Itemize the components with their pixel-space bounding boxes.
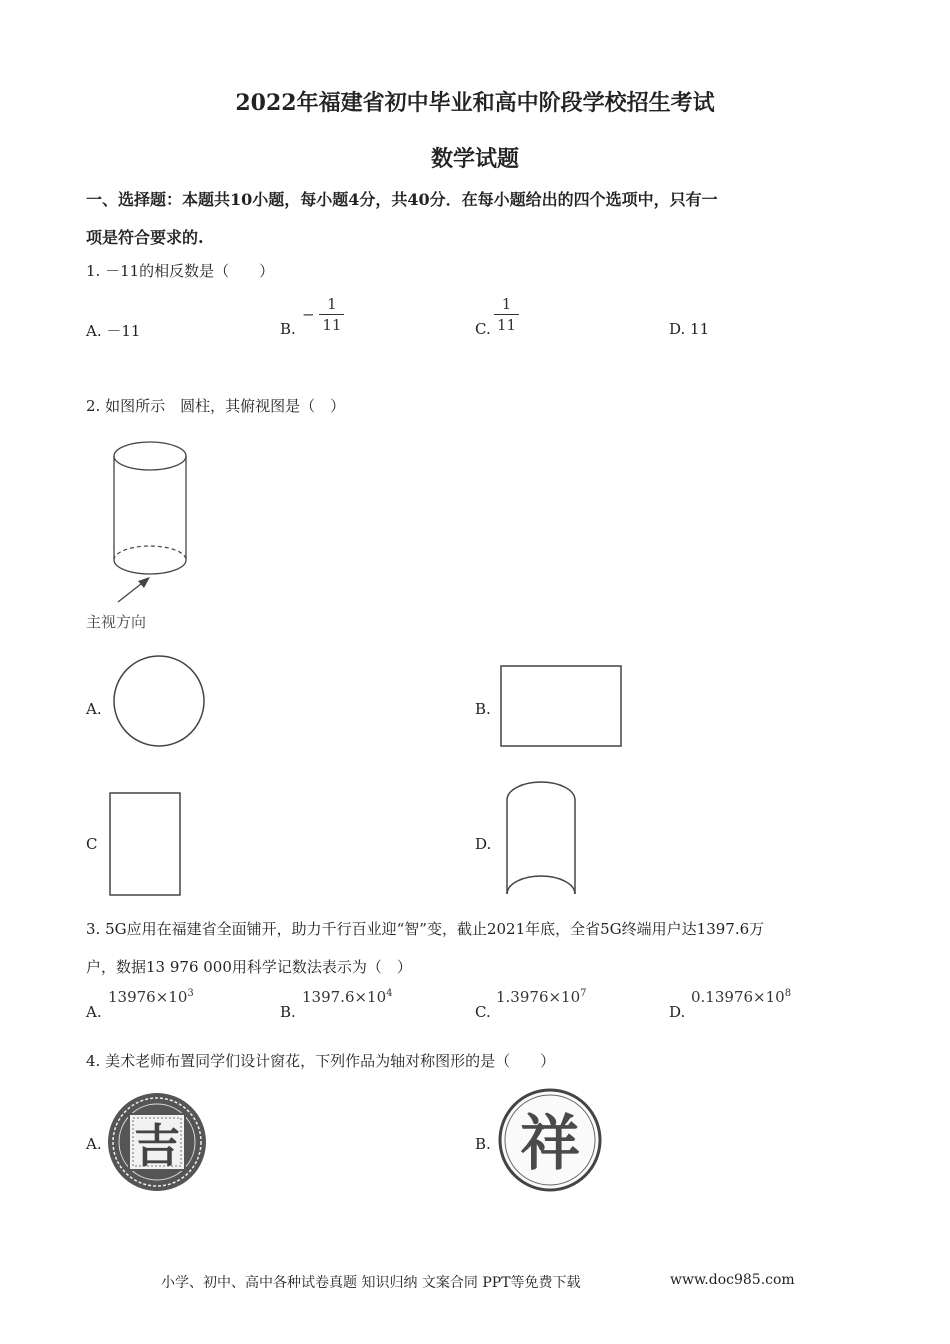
q2-option-a-label: A.: [86, 700, 102, 718]
q4-option-b-char: 祥: [520, 1109, 580, 1179]
q2-option-d-label: D.: [475, 835, 492, 853]
footer-text: 小学、初中、高中各种试卷真题 知识归纳 文案合同 PPT等免费下载: [161, 1275, 581, 1291]
q2-stem: 2. 如图所示 圆柱，其俯视图是（ ）: [86, 397, 346, 415]
q3-option-c-base: 1.3976×10: [496, 988, 581, 1006]
q4-option-a-char: 吉: [134, 1119, 180, 1173]
q2-option-a-circle: [112, 655, 208, 749]
q2-option-c-label: C: [86, 835, 98, 853]
q1-option-b-sign: −: [302, 305, 315, 324]
q4-option-a-paper-cut-ji: [107, 1092, 209, 1194]
footer-url[interactable]: www.doc985.com: [670, 1272, 795, 1288]
q3-stem-line1: 3. 5G应用在福建省全面铺开，助力千行百业迎“智”变，截止2021年底，全省5G终端用户达1397.6万: [86, 920, 765, 938]
page-title: 2022年福建省初中毕业和高中阶段学校招生考试: [235, 90, 715, 116]
q3-option-d-expr: [691, 988, 791, 1006]
q2-option-b-rectangle: [500, 665, 624, 749]
q4-option-b-label: B.: [475, 1135, 491, 1153]
q3-option-c-expr: [496, 988, 587, 1006]
q3-option-a-base: 13976×10: [108, 988, 188, 1006]
q3-option-d-base: 0.13976×10: [691, 988, 785, 1006]
q3-option-c-label: C.: [475, 1003, 491, 1021]
q1-option-d: D. 11: [669, 320, 710, 338]
q4-stem: 4. 美术老师布置同学们设计窗花，下列作品为轴对称图形的是（ ）: [86, 1052, 556, 1070]
q1-option-b-label: B.: [280, 320, 296, 338]
q1-option-b-fraction: [302, 294, 344, 335]
q1-option-b-denominator: 11: [322, 316, 342, 334]
q1-option-a: A. －11: [86, 322, 141, 340]
q3-option-b-label: B.: [280, 1003, 296, 1021]
q2-option-b-label: B.: [475, 700, 491, 718]
q1-option-c-numerator: 1: [494, 294, 519, 315]
section-heading-line1: 一、选择题：本题共10小题，每小题4分，共40分．在每小题给出的四个选项中，只有一: [86, 190, 718, 209]
q2-option-d-cylinder-front: [503, 778, 579, 900]
q1-stem: 1. －11的相反数是（ ）: [86, 262, 275, 280]
q3-option-b-expr: [302, 988, 393, 1006]
q1-option-b-frac: [319, 294, 344, 335]
q2-cylinder-figure: [100, 432, 210, 612]
q3-option-a-exp: 3: [187, 988, 194, 999]
q1-option-c-denominator: 11: [497, 316, 517, 334]
q1-option-c-fraction: [494, 294, 519, 335]
q3-option-a-label: A.: [86, 1003, 102, 1021]
q3-option-c-exp: 7: [580, 988, 587, 999]
q3-option-d-exp: 8: [784, 988, 792, 999]
q3-option-a-expr: [108, 988, 194, 1006]
q4-option-a-label: A.: [86, 1135, 102, 1153]
q2-option-c-rectangle: [109, 792, 183, 898]
q3-option-b-exp: 4: [386, 988, 393, 999]
q3-stem-line2: 户，数据13 976 000用科学记数法表示为（ ）: [86, 958, 412, 976]
q3-option-b-base: 1397.6×10: [302, 988, 387, 1006]
q2-view-direction-caption: 主视方向: [86, 613, 147, 631]
q4-option-b-paper-cut-xiang: [498, 1088, 604, 1194]
page-subtitle: 数学试题: [430, 146, 519, 172]
q3-option-d-label: D.: [669, 1003, 686, 1021]
q1-option-c-label: C.: [475, 320, 491, 338]
q1-option-b-numerator: 1: [319, 294, 344, 315]
section-heading-line2: 项是符合要求的.: [86, 228, 204, 247]
q1-option-c-frac: [494, 294, 519, 335]
